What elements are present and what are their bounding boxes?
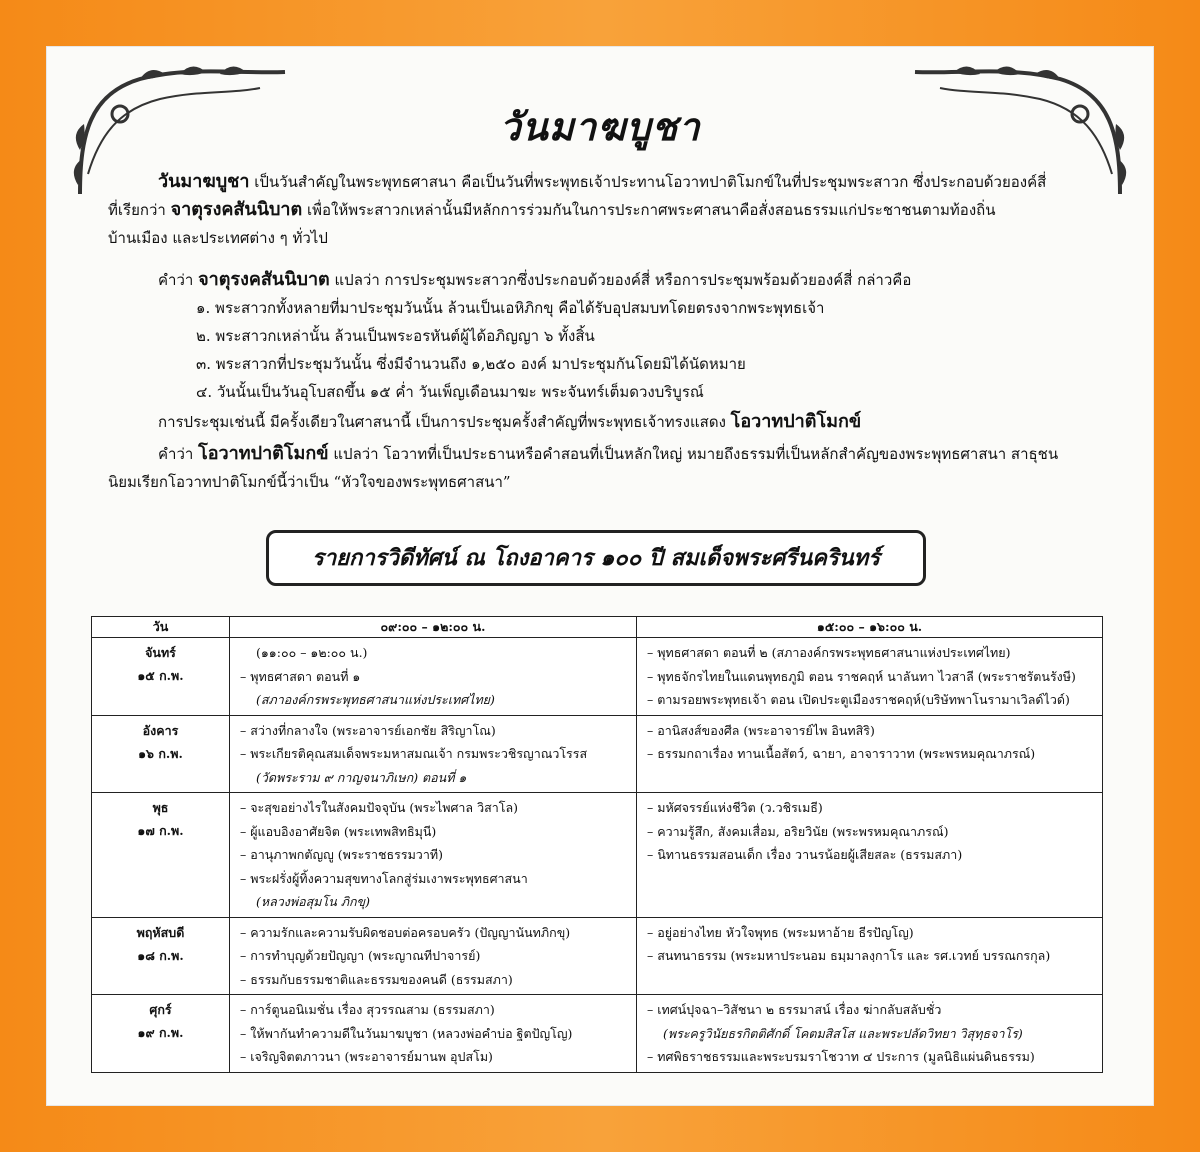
def2-line-2: นิยมเรียกโอวาทปาติโมกข์นี้ว่าเป็น “หัวใจของพระพุทธศาสนา” <box>108 473 511 491</box>
header-day: วัน <box>92 617 230 638</box>
afternoon-cell <box>637 715 1103 793</box>
list-item: ๑. พระสาวกทั้งหลายที่มาประชุมวันนั้น ล้วนเป็นเอหิภิกขุ คือได้รับอุปสมบทโดยตรงจากพระพุทธเจ้า <box>196 299 825 317</box>
table-row <box>92 638 1103 716</box>
intro-text-2b: เพื่อให้พระสาวกเหล่านั้นมีหลักการร่วมกันในการประกาศพระศาสนาคือสั่งสอนธรรมแก่ประชาชนตามท้องถิ่น <box>302 201 996 219</box>
day-date: ๑๘ ก.พ. <box>137 947 184 963</box>
afternoon-cell <box>637 995 1103 1073</box>
meeting-term: โอวาทปาติโมกข์ <box>730 411 862 432</box>
schedule-banner: รายการวิดีทัศน์ ณ โถงอาคาร ๑๐๐ ปี สมเด็จพระศรีนครินทร์ <box>266 530 926 586</box>
intro-paragraph <box>108 168 1098 252</box>
points-list <box>196 294 824 406</box>
program-item: – ธรรมกถาเรื่อง ทานเนื้อสัตว์, ฉายา, อาจาราวาท (พระพรหมคุณาภรณ์) <box>647 746 1036 761</box>
program-item: – การ์ตูนอนิเมชั่น เรื่อง สุวรรณสาม (ธรรมสภา) <box>240 1002 495 1017</box>
list-item: ๓. พระสาวกที่ประชุมวันนั้น ซึ่งมีจำนวนถึง ๑,๒๕๐ องค์ มาประชุมกันโดยมิได้นัดหมาย <box>196 355 746 373</box>
morning-cell <box>230 917 637 995</box>
day-name: อังคาร <box>142 722 179 738</box>
program-item: – พระเกียรติคุณสมเด็จพระมหาสมณเจ้า กรมพระวชิรญาณวโรรส <box>240 746 588 761</box>
morning-cell <box>230 715 637 793</box>
program-item: – อยู่อย่างไทย หัวใจพุทธ (พระมหาอ้าย ธีรปัญโญ) <box>647 924 914 940</box>
meeting-pre: การประชุมเช่นนี้ มีครั้งเดียวในศาสนานี้ เป็นการประชุมครั้งสำคัญที่พระพุทธเจ้าทรงแสดง <box>158 413 731 431</box>
meeting-paragraph <box>108 408 1148 436</box>
schedule-table <box>91 616 1103 1073</box>
table-row <box>92 715 1103 793</box>
afternoon-cell <box>637 638 1103 716</box>
table-row <box>92 995 1103 1073</box>
program-item: – ความรู้สึก, สังคมเสื่อม, อริยวินัย (พระพรหมคุณาภรณ์) <box>647 823 949 839</box>
def1-post: แปลว่า การประชุมพระสาวกซึ่งประกอบด้วยองค์สี่ หรือการประชุมพร้อมด้วยองค์สี่ กล่าวคือ <box>329 271 912 289</box>
program-item: – เทศน์ปุจฉา–วิสัชนา ๒ ธรรมาสน์ เรื่อง ฆ่ากลับสลับชั่ว <box>647 1002 942 1017</box>
program-item: – อานุภาพกตัญญู (พระราชธรรมวาที) <box>240 847 443 862</box>
program-item: – มหัศจรรย์แห่งชีวิต (ว.วชิรเมธี) <box>647 800 823 815</box>
day-name: ศุกร์ <box>149 1002 172 1017</box>
day-cell <box>92 638 230 716</box>
program-item: – เจริญจิตตภาวนา (พระอาจารย์มานพ อุปสโม) <box>240 1049 493 1064</box>
list-item: ๒. พระสาวกเหล่านั้น ล้วนเป็นพระอรหันต์ผู้ได้อภิญญา ๖ ทั้งสิ้น <box>196 327 595 345</box>
day-date: ๑๗ ก.พ. <box>137 823 184 838</box>
table-row <box>92 793 1103 918</box>
table-row <box>92 917 1103 995</box>
table-header-row <box>92 617 1103 638</box>
program-item: – การทำบุญด้วยปัญญา (พระญาณทีปาจารย์) <box>240 948 481 963</box>
program-item: – ความรักและความรับผิดชอบต่อครอบครัว (ปัญญานันทภิกขุ) <box>240 924 571 940</box>
intro-lead: วันมาฆบูชา <box>158 171 250 192</box>
header-afternoon: ๑๕:๐๐ – ๑๖:๐๐ น. <box>637 617 1103 638</box>
program-item: – พุทธจักรไทยในแดนพุทธภูมิ ตอน ราชคฤห์ นาลันทา ไวสาลี (พระราชรัตนรังษี) <box>647 668 1076 684</box>
morning-cell <box>230 995 637 1073</box>
definition-1 <box>108 266 1148 294</box>
def1-pre: คำว่า <box>158 271 199 289</box>
day-cell <box>92 715 230 793</box>
list-item: ๔. วันนั้นเป็นวันอุโบสถขึ้น ๑๕ ค่ำ วันเพ็ญเดือนมาฆะ พระจันทร์เต็มดวงบริบูรณ์ <box>196 383 704 401</box>
program-item: – ให้พากันทำความดีในวันมาฆบูชา (หลวงพ่อคำบ่อ ฐิตปัญโญ) <box>240 1025 573 1041</box>
day-name: จันทร์ <box>145 645 176 660</box>
day-name: พุธ <box>152 800 169 815</box>
program-item: (๑๑:๐๐ – ๑๒:๐๐ น.) <box>256 645 368 660</box>
def2-pre: คำว่า <box>158 445 199 463</box>
morning-cell <box>230 638 637 716</box>
program-item: – อานิสงส์ของศีล (พระอาจารย์ไพ อินทสิริ) <box>647 722 875 738</box>
day-cell <box>92 793 230 918</box>
program-item: – ผู้แอบอิงอาศัยจิต (พระเทพสิทธิมุนี) <box>240 823 437 839</box>
program-item: – สนทนาธรรม (พระมหาประนอม ธมฺมาลงฺกาโร และ รศ.เวทย์ บรรณกรกุล) <box>647 948 1051 963</box>
day-cell <box>92 995 230 1073</box>
program-item: – พระฝรั่งผู้ทิ้งความสุขทางโลกสู่ร่มเงาพระพุทธศาสนา <box>240 870 528 886</box>
intro-text-1: เป็นวันสำคัญในพระพุทธศาสนา คือเป็นวันที่พระพุทธเจ้าประทานโอวาทปาติโมกข์ในที่ประชุมพระสาวก ซึ่งประกอบด้วยองค์สี่ <box>249 173 1047 191</box>
program-item: – จะสุขอย่างไรในสังคมปัจจุบัน (พระไพศาล วิสาโล) <box>240 800 518 815</box>
program-item: (หลวงพ่อสุมโน ภิกขุ) <box>256 894 370 909</box>
program-item: (วัดพระราม ๙ กาญจนาภิเษก) ตอนที่ ๑ <box>256 769 467 785</box>
day-date: ๑๖ ก.พ. <box>138 745 183 761</box>
day-date: ๑๕ ก.พ. <box>137 668 184 683</box>
def2-post: แปลว่า โอวาทที่เป็นประธานหรือคำสอนที่เป็นหลักใหญ่ หมายถึงธรรมที่เป็นหลักสำคัญของพระพุทธศาสนา สาธุชน <box>328 445 1059 463</box>
afternoon-cell <box>637 793 1103 918</box>
day-name: พฤหัสบดี <box>136 924 185 940</box>
program-item: (พระครูวินัยธรกิตติศักดิ์ โคตมสิสโส และพระปลัดวิทยา วิสุทฺธจาโร) <box>663 1025 1023 1041</box>
day-date: ๑๙ ก.พ. <box>137 1025 184 1040</box>
intro-text-2a: ที่เรียกว่า <box>108 201 171 219</box>
program-item: – พุทธศาสดา ตอนที่ ๑ <box>240 668 361 684</box>
program-item: – ธรรมกับธรรมชาติและธรรมของคนดี (ธรรมสภา) <box>240 971 513 987</box>
def2-term: โอวาทปาติโมกข์ <box>198 443 329 464</box>
program-item: – นิทานธรรมสอนเด็ก เรื่อง วานรน้อยผู้เสียสละ (ธรรมสภา) <box>647 847 963 862</box>
page-title: วันมาฆบูชา <box>499 104 701 149</box>
program-item: (สภาองค์กรพระพุทธศาสนาแห่งประเทศไทย) <box>256 692 495 707</box>
definition-2 <box>108 440 1098 496</box>
afternoon-cell <box>637 917 1103 995</box>
program-item: – ทศพิธราชธรรมและพระบรมราโชวาท ๔ ประการ (มูลนิธิแผ่นดินธรรม) <box>647 1049 1035 1064</box>
header-morning: ๐๙:๐๐ – ๑๒:๐๐ น. <box>230 617 637 638</box>
intro-term: จาตุรงคสันนิบาต <box>170 199 303 220</box>
intro-text-3: บ้านเมือง และประเทศต่าง ๆ ทั่วไป <box>108 229 328 247</box>
document-page <box>46 46 1154 1106</box>
def1-term: จาตุรงคสันนิบาต <box>198 269 330 290</box>
program-item: – สว่างที่กลางใจ (พระอาจารย์เอกชัย สิริญาโณ) <box>240 722 496 738</box>
day-cell <box>92 917 230 995</box>
program-item: – ตามรอยพระพุทธเจ้า ตอน เปิดประตูเมืองราชคฤห์(บริษัทพาโนรามาเวิลด์ไวด์) <box>647 692 1070 707</box>
morning-cell <box>230 793 637 918</box>
program-item: – พุทธศาสดา ตอนที่ ๒ (สภาองค์กรพระพุทธศาสนาแห่งประเทศไทย) <box>647 645 1011 660</box>
